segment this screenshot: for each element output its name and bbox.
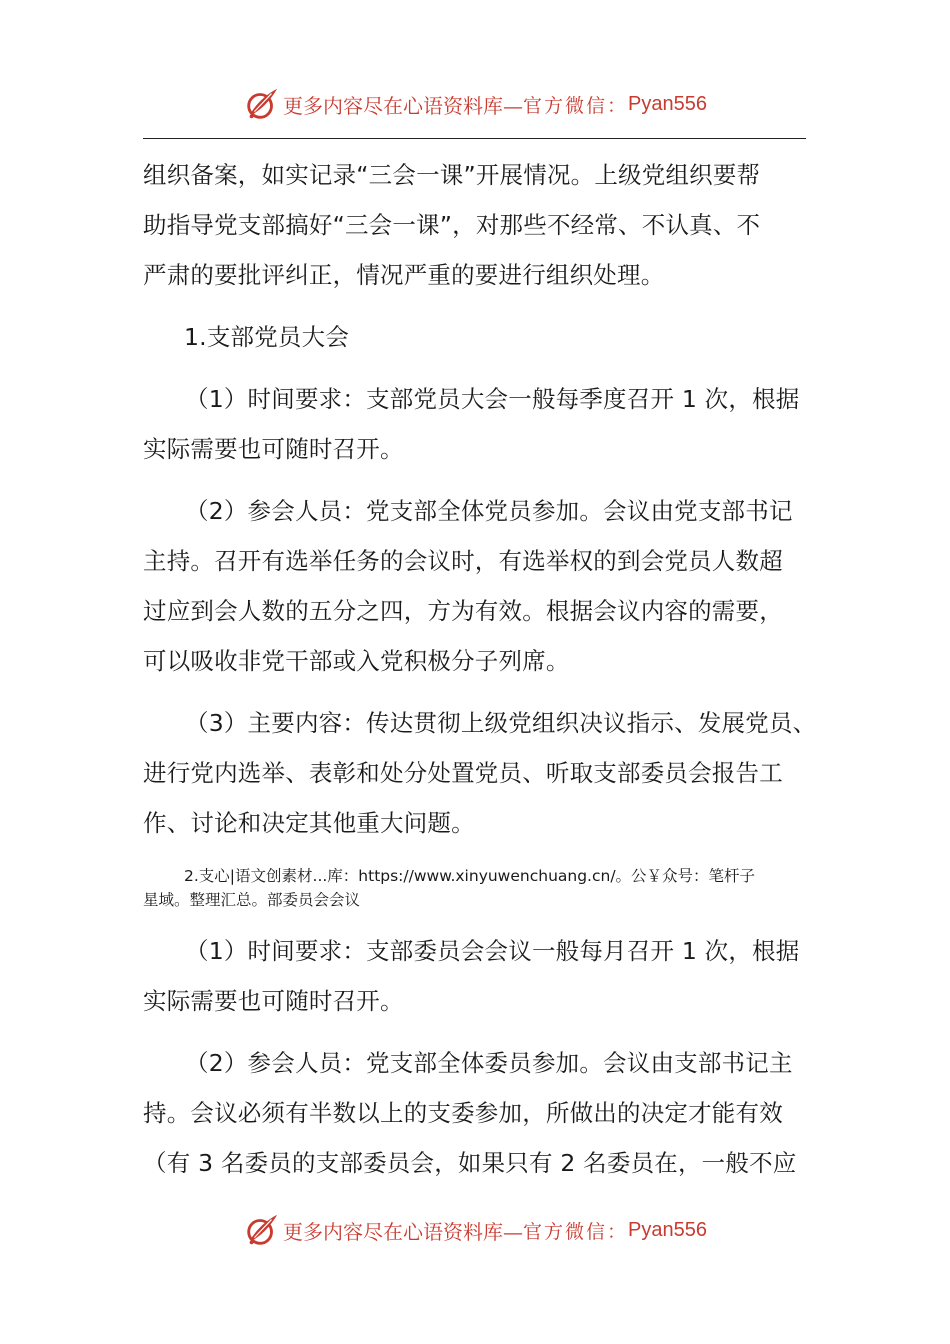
- section-heading-garbled: 星域。整理汇总。部委员会会议: [143, 891, 361, 909]
- paragraph-line: 严肃的要批评纠正，情况严重的要进行组织处理。: [143, 261, 665, 289]
- section-heading-garbled: 2.支心|语文创素材...库：https://www.xinyuwenchuang.cn/。公￥众号：笔杆子: [184, 867, 756, 885]
- quill-pen-logo-icon: [243, 85, 281, 123]
- paragraph-line: 持。会议必须有半数以上的支委参加，所做出的决定才能有效: [143, 1099, 783, 1127]
- paragraph-line: 作、讨论和决定其他重大问题。: [143, 809, 475, 837]
- banner-wechat-id: Pyan556: [628, 92, 707, 115]
- banner-wechat-id: Pyan556: [628, 1218, 707, 1241]
- banner-wechat-label: 官方微信：: [523, 1220, 629, 1243]
- paragraph-line: 可以吸收非党干部或入党积极分子列席。: [143, 647, 570, 675]
- paragraph-line: （3）主要内容：传达贯彻上级党组织决议指示、发展党员、: [185, 709, 817, 737]
- paragraph-line: 主持。召开有选举任务的会议时，有选举权的到会党员人数超: [143, 547, 783, 575]
- paragraph-line: 实际需要也可随时召开。: [143, 987, 404, 1015]
- header-banner: [0, 82, 950, 126]
- section-heading: 1.支部党员大会: [184, 323, 350, 351]
- banner-text: 更多内容尽在心语资料库—: [283, 1219, 523, 1244]
- paragraph-line: （1）时间要求：支部党员大会一般每季度召开 1 次，根据: [185, 385, 800, 413]
- header-divider: [143, 138, 806, 139]
- banner-wechat-label: 官方微信：: [523, 94, 629, 117]
- banner-text: 更多内容尽在心语资料库—: [283, 93, 523, 118]
- document-body: [143, 150, 817, 1188]
- paragraph-line: （有 3 名委员的支部委员会，如果只有 2 名委员在，一般不应: [143, 1149, 797, 1177]
- paragraph-line: 实际需要也可随时召开。: [143, 435, 404, 463]
- paragraph-line: 进行党内选举、表彰和处分处置党员、听取支部委员会报告工: [143, 759, 783, 787]
- paragraph-line: （2）参会人员：党支部全体党员参加。会议由党支部书记: [185, 497, 793, 525]
- footer-banner: [0, 1208, 950, 1252]
- paragraph-line: （2）参会人员：党支部全体委员参加。会议由支部书记主: [185, 1049, 793, 1077]
- paragraph-line: 助指导党支部搞好“三会一课”，对那些不经常、不认真、不: [143, 211, 761, 239]
- paragraph-line: 过应到会人数的五分之四，方为有效。根据会议内容的需要，: [143, 597, 783, 625]
- paragraph-line: 组织备案，如实记录“三会一课”开展情况。上级党组织要帮: [143, 161, 761, 189]
- quill-pen-logo-icon: [243, 1211, 281, 1249]
- paragraph-line: （1）时间要求：支部委员会会议一般每月召开 1 次，根据: [185, 937, 800, 965]
